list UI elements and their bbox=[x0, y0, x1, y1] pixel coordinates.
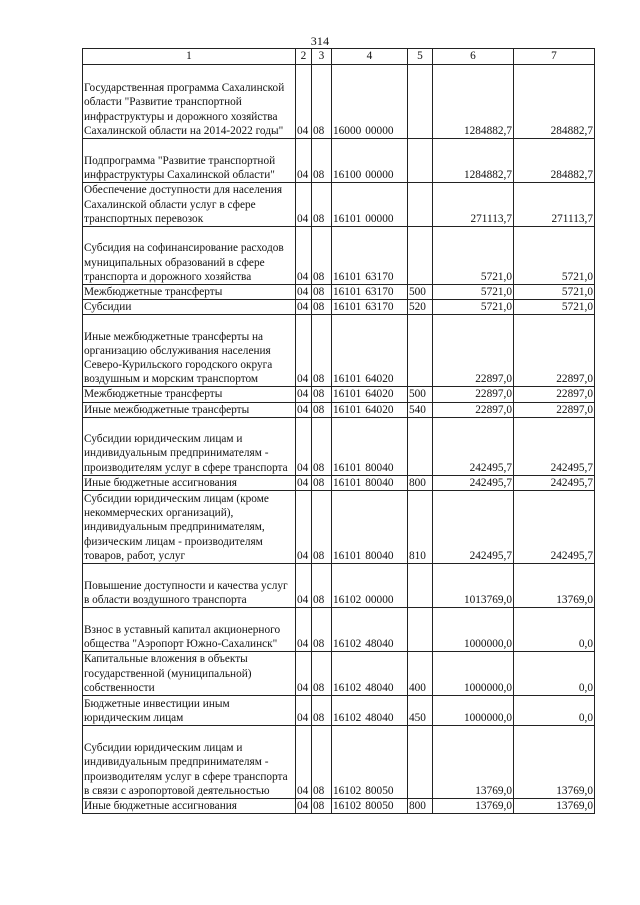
subsection-code-podrazdel: 08 bbox=[313, 301, 325, 314]
subsection-code-podrazdel: 08 bbox=[313, 461, 325, 474]
target-article-code bbox=[332, 417, 408, 475]
amount-col-7 bbox=[514, 183, 595, 227]
amount-col-6 bbox=[433, 315, 514, 387]
target-article-code bbox=[332, 726, 408, 799]
amount-col-6 bbox=[433, 564, 514, 608]
subsection-code-podrazdel: 08 bbox=[313, 403, 325, 416]
subsection-code bbox=[312, 65, 332, 139]
row-name-name: Субсидия на софинансирование расходов муниципальных образований в сфере транспорта и дорожного хозяйства bbox=[84, 242, 284, 283]
expense-type-code bbox=[408, 285, 433, 300]
subsection-code-podrazdel: 08 bbox=[313, 784, 325, 797]
subsection-code bbox=[312, 227, 332, 285]
target-article-code bbox=[332, 183, 408, 227]
expense-type-code-vr: 450 bbox=[409, 711, 426, 724]
subsection-code bbox=[312, 285, 332, 300]
table-row bbox=[83, 696, 595, 726]
section-code-razdel: 04 bbox=[297, 593, 309, 606]
row-name-name: Подпрограмма "Развитие транспортной инфраструктуры Сахалинской области" bbox=[84, 154, 276, 181]
amount-col-7 bbox=[514, 491, 595, 564]
target-article-code-csr-b: 48040 bbox=[365, 711, 394, 724]
subsection-code-podrazdel: 08 bbox=[313, 800, 325, 813]
amount-col-6-sum1: 271113,7 bbox=[470, 212, 512, 225]
row-name bbox=[83, 315, 296, 387]
row-name bbox=[83, 491, 296, 564]
table-row bbox=[83, 799, 595, 814]
target-article-code-csr-a: 16101 bbox=[333, 301, 362, 314]
amount-col-7 bbox=[514, 285, 595, 300]
section-code bbox=[296, 402, 312, 417]
target-article-code bbox=[332, 402, 408, 417]
amount-col-6 bbox=[433, 608, 514, 652]
amount-col-6 bbox=[433, 491, 514, 564]
target-article-code-csr-a: 16101 bbox=[333, 270, 362, 283]
table-row bbox=[83, 139, 595, 183]
amount-col-6-sum1: 242495,7 bbox=[469, 476, 512, 489]
target-article-code-csr-a: 16101 bbox=[333, 212, 362, 225]
section-code bbox=[296, 387, 312, 402]
page-number: 314 bbox=[310, 34, 330, 48]
subsection-code bbox=[312, 183, 332, 227]
target-article-code bbox=[332, 696, 408, 726]
amount-col-6-sum1: 1013769,0 bbox=[463, 593, 512, 606]
amount-col-6 bbox=[433, 300, 514, 315]
amount-col-7 bbox=[514, 696, 595, 726]
target-article-code-csr-b: 63170 bbox=[365, 286, 394, 298]
target-article-code-csr-a: 16102 bbox=[333, 681, 362, 694]
section-code bbox=[296, 799, 312, 814]
column-number-row bbox=[83, 49, 595, 65]
amount-col-7-sum2: 0,0 bbox=[578, 681, 593, 694]
section-code bbox=[296, 564, 312, 608]
section-code bbox=[296, 65, 312, 139]
target-article-code-csr-b: 80050 bbox=[365, 800, 394, 813]
section-code-razdel: 04 bbox=[297, 476, 309, 489]
row-name-name: Субсидии юридическим лицам и индивидуальным предпринимателям - производителям услуг в сфере транспорта bbox=[84, 433, 288, 474]
subsection-code bbox=[312, 300, 332, 315]
row-name bbox=[83, 696, 296, 726]
subsection-code-podrazdel: 08 bbox=[313, 637, 325, 650]
expense-type-code bbox=[408, 227, 433, 285]
section-code-razdel: 04 bbox=[297, 168, 309, 181]
amount-col-7-sum2: 13769,0 bbox=[556, 800, 593, 813]
row-name bbox=[83, 139, 296, 183]
section-code bbox=[296, 417, 312, 475]
amount-col-6 bbox=[433, 183, 514, 227]
amount-col-7 bbox=[514, 139, 595, 183]
subsection-code-podrazdel: 08 bbox=[313, 549, 325, 562]
row-name bbox=[83, 726, 296, 799]
subsection-code bbox=[312, 402, 332, 417]
section-code-razdel: 04 bbox=[297, 301, 309, 314]
table-row bbox=[83, 227, 595, 285]
expense-type-code-vr: 500 bbox=[409, 388, 426, 401]
amount-col-7 bbox=[514, 475, 595, 490]
subsection-code bbox=[312, 608, 332, 652]
section-code-razdel: 04 bbox=[297, 270, 309, 283]
amount-col-6 bbox=[433, 387, 514, 402]
subsection-code bbox=[312, 139, 332, 183]
amount-col-7-sum2: 5721,0 bbox=[561, 301, 593, 314]
row-name-name: Межбюджетные трансферты bbox=[84, 286, 223, 298]
target-article-code bbox=[332, 652, 408, 696]
expense-type-code bbox=[408, 608, 433, 652]
amount-col-7-sum2: 22897,0 bbox=[556, 403, 593, 416]
expense-type-code-vr: 540 bbox=[409, 403, 426, 416]
amount-col-7-sum2: 271113,7 bbox=[551, 212, 593, 225]
subsection-code bbox=[312, 564, 332, 608]
table-row bbox=[83, 491, 595, 564]
subsection-code-podrazdel: 08 bbox=[313, 593, 325, 606]
section-code bbox=[296, 491, 312, 564]
target-article-code bbox=[332, 564, 408, 608]
column-header: 5 bbox=[408, 49, 433, 65]
target-article-code-csr-b: 80040 bbox=[365, 461, 394, 474]
expense-type-code bbox=[408, 564, 433, 608]
expense-type-code bbox=[408, 491, 433, 564]
row-name bbox=[83, 564, 296, 608]
section-code-razdel: 04 bbox=[297, 124, 309, 137]
amount-col-6 bbox=[433, 139, 514, 183]
target-article-code bbox=[332, 227, 408, 285]
subsection-code-podrazdel: 08 bbox=[313, 681, 325, 694]
expense-type-code bbox=[408, 65, 433, 139]
subsection-code-podrazdel: 08 bbox=[313, 212, 325, 225]
table-row bbox=[83, 315, 595, 387]
section-code-razdel: 04 bbox=[297, 549, 309, 562]
row-name-name: Субсидии bbox=[84, 301, 132, 314]
amount-col-6-sum1: 1000000,0 bbox=[463, 711, 512, 724]
target-article-code-csr-a: 16102 bbox=[333, 784, 362, 797]
target-article-code-csr-a: 16101 bbox=[333, 476, 362, 489]
amount-col-7 bbox=[514, 227, 595, 285]
amount-col-7 bbox=[514, 652, 595, 696]
amount-col-7-sum2: 242495,7 bbox=[550, 461, 593, 474]
expense-type-code bbox=[408, 652, 433, 696]
amount-col-7 bbox=[514, 387, 595, 402]
target-article-code bbox=[332, 300, 408, 315]
amount-col-7 bbox=[514, 417, 595, 475]
section-code-razdel: 04 bbox=[297, 388, 309, 401]
expense-type-code bbox=[408, 315, 433, 387]
amount-col-6 bbox=[433, 285, 514, 300]
subsection-code bbox=[312, 475, 332, 490]
target-article-code-csr-b: 00000 bbox=[365, 168, 394, 181]
section-code-razdel: 04 bbox=[297, 711, 309, 724]
amount-col-6-sum1: 22897,0 bbox=[475, 373, 512, 386]
column-header: 3 bbox=[312, 49, 332, 65]
expense-type-code-vr: 800 bbox=[409, 476, 426, 489]
target-article-code-csr-b: 00000 bbox=[365, 212, 394, 225]
target-article-code-csr-a: 16101 bbox=[333, 461, 362, 474]
row-name bbox=[83, 387, 296, 402]
section-code bbox=[296, 696, 312, 726]
target-article-code bbox=[332, 608, 408, 652]
row-name bbox=[83, 417, 296, 475]
expense-type-code bbox=[408, 696, 433, 726]
section-code bbox=[296, 652, 312, 696]
row-name-name: Государственная программа Сахалинской области "Развитие транспортной инфраструктуры и дорожного хозяйства Сахалинской области на 2014-2022 годы" bbox=[84, 82, 285, 137]
subsection-code bbox=[312, 315, 332, 387]
target-article-code-csr-a: 16101 bbox=[333, 373, 362, 386]
row-name bbox=[83, 799, 296, 814]
row-name bbox=[83, 65, 296, 139]
row-name-name: Взнос в уставный капитал акционерного общества "Аэропорт Южно-Сахалинск" bbox=[84, 623, 281, 650]
amount-col-7-sum2: 0,0 bbox=[578, 637, 593, 650]
amount-col-6 bbox=[433, 799, 514, 814]
section-code bbox=[296, 315, 312, 387]
target-article-code-csr-b: 80050 bbox=[365, 784, 394, 797]
row-name-name: Капитальные вложения в объекты государственной (муниципальной) собственности bbox=[84, 653, 252, 694]
target-article-code-csr-a: 16101 bbox=[333, 388, 362, 401]
amount-col-7-sum2: 284882,7 bbox=[550, 168, 593, 181]
table-row bbox=[83, 726, 595, 799]
column-header: 4 bbox=[332, 49, 408, 65]
amount-col-6-sum1: 5721,0 bbox=[480, 270, 512, 283]
expense-type-code bbox=[408, 799, 433, 814]
amount-col-7 bbox=[514, 65, 595, 139]
target-article-code-csr-b: 80040 bbox=[365, 476, 394, 489]
amount-col-6 bbox=[433, 227, 514, 285]
expense-type-code bbox=[408, 726, 433, 799]
subsection-code bbox=[312, 417, 332, 475]
section-code bbox=[296, 285, 312, 300]
row-name-name: Межбюджетные трансферты bbox=[84, 388, 223, 401]
section-code bbox=[296, 726, 312, 799]
amount-col-6-sum1: 1284882,7 bbox=[463, 168, 512, 181]
target-article-code-csr-b: 63170 bbox=[365, 301, 394, 314]
table-row bbox=[83, 300, 595, 315]
expense-type-code-vr: 810 bbox=[409, 549, 426, 562]
amount-col-7-sum2: 242495,7 bbox=[550, 476, 593, 489]
target-article-code-csr-a: 16101 bbox=[333, 549, 362, 562]
target-article-code-csr-a: 16102 bbox=[333, 593, 362, 606]
amount-col-7 bbox=[514, 300, 595, 315]
target-article-code-csr-b: 00000 bbox=[365, 124, 394, 137]
amount-col-7 bbox=[514, 315, 595, 387]
target-article-code-csr-b: 00000 bbox=[365, 593, 394, 606]
target-article-code bbox=[332, 65, 408, 139]
amount-col-6-sum1: 13769,0 bbox=[475, 784, 512, 797]
row-name-name: Иные бюджетные ассигнования bbox=[84, 800, 237, 813]
table-row bbox=[83, 402, 595, 417]
amount-col-6-sum1: 1284882,7 bbox=[463, 124, 512, 137]
row-name bbox=[83, 300, 296, 315]
column-header: 7 bbox=[514, 49, 595, 65]
target-article-code-csr-a: 16102 bbox=[333, 800, 362, 813]
amount-col-7 bbox=[514, 564, 595, 608]
target-article-code bbox=[332, 387, 408, 402]
row-name-name: Иные бюджетные ассигнования bbox=[84, 476, 237, 489]
expense-type-code bbox=[408, 387, 433, 402]
column-header: 6 bbox=[433, 49, 514, 65]
budget-table-body bbox=[83, 49, 595, 814]
subsection-code-podrazdel: 08 bbox=[313, 270, 325, 283]
amount-col-7-sum2: 13769,0 bbox=[556, 593, 593, 606]
amount-col-7 bbox=[514, 799, 595, 814]
amount-col-7-sum2: 5721,0 bbox=[561, 286, 593, 298]
table-row bbox=[83, 417, 595, 475]
row-name bbox=[83, 475, 296, 490]
row-name-name: Бюджетные инвестиции иным юридическим лицам bbox=[84, 697, 230, 724]
section-code bbox=[296, 300, 312, 315]
section-code-razdel: 04 bbox=[297, 461, 309, 474]
expense-type-code-vr: 400 bbox=[409, 681, 426, 694]
target-article-code-csr-b: 48040 bbox=[365, 637, 394, 650]
amount-col-7-sum2: 13769,0 bbox=[556, 784, 593, 797]
section-code bbox=[296, 227, 312, 285]
column-header: 1 bbox=[83, 49, 296, 65]
expense-type-code-vr: 500 bbox=[409, 286, 426, 298]
section-code-razdel: 04 bbox=[297, 784, 309, 797]
expense-type-code bbox=[408, 417, 433, 475]
subsection-code-podrazdel: 08 bbox=[313, 124, 325, 137]
table-row bbox=[83, 285, 595, 300]
table-row bbox=[83, 652, 595, 696]
amount-col-7-sum2: 242495,7 bbox=[550, 549, 593, 562]
amount-col-6 bbox=[433, 402, 514, 417]
amount-col-7 bbox=[514, 726, 595, 799]
expense-type-code bbox=[408, 402, 433, 417]
row-name bbox=[83, 227, 296, 285]
subsection-code bbox=[312, 491, 332, 564]
target-article-code-csr-b: 64020 bbox=[365, 373, 394, 386]
section-code-razdel: 04 bbox=[297, 403, 309, 416]
target-article-code-csr-a: 16102 bbox=[333, 711, 362, 724]
row-name-name: Повышение доступности и качества услуг в области воздушного транспорта bbox=[84, 579, 288, 606]
amount-col-7-sum2: 0,0 bbox=[578, 711, 593, 724]
row-name bbox=[83, 183, 296, 227]
section-code-razdel: 04 bbox=[297, 212, 309, 225]
expense-type-code bbox=[408, 300, 433, 315]
row-name bbox=[83, 652, 296, 696]
row-name bbox=[83, 402, 296, 417]
amount-col-6-sum1: 22897,0 bbox=[475, 388, 512, 401]
table-row bbox=[83, 608, 595, 652]
section-code-razdel: 04 bbox=[297, 800, 309, 813]
table-row bbox=[83, 183, 595, 227]
subsection-code bbox=[312, 799, 332, 814]
subsection-code-podrazdel: 08 bbox=[313, 168, 325, 181]
section-code bbox=[296, 475, 312, 490]
amount-col-6-sum1: 242495,7 bbox=[469, 461, 512, 474]
subsection-code bbox=[312, 726, 332, 799]
amount-col-7-sum2: 5721,0 bbox=[561, 270, 593, 283]
target-article-code bbox=[332, 315, 408, 387]
amount-col-7-sum2: 22897,0 bbox=[556, 388, 593, 401]
target-article-code-csr-b: 64020 bbox=[365, 388, 394, 401]
amount-col-7-sum2: 284882,7 bbox=[550, 124, 593, 137]
subsection-code bbox=[312, 387, 332, 402]
target-article-code-csr-b: 64020 bbox=[365, 403, 394, 416]
target-article-code bbox=[332, 491, 408, 564]
subsection-code-podrazdel: 08 bbox=[313, 711, 325, 724]
amount-col-6-sum1: 1000000,0 bbox=[463, 681, 512, 694]
column-header: 2 bbox=[296, 49, 312, 65]
section-code-razdel: 04 bbox=[297, 373, 309, 386]
target-article-code-csr-b: 63170 bbox=[365, 270, 394, 283]
subsection-code-podrazdel: 08 bbox=[313, 373, 325, 386]
section-code bbox=[296, 139, 312, 183]
section-code bbox=[296, 608, 312, 652]
target-article-code bbox=[332, 475, 408, 490]
section-code-razdel: 04 bbox=[297, 637, 309, 650]
subsection-code-podrazdel: 08 bbox=[313, 388, 325, 401]
target-article-code-csr-a: 16102 bbox=[333, 637, 362, 650]
expense-type-code bbox=[408, 139, 433, 183]
amount-col-6-sum1: 22897,0 bbox=[475, 403, 512, 416]
expense-type-code-vr: 800 bbox=[409, 800, 426, 813]
target-article-code-csr-a: 16100 bbox=[333, 168, 362, 181]
amount-col-6-sum1: 1000000,0 bbox=[463, 637, 512, 650]
row-name-name: Субсидии юридическим лицам и индивидуальным предпринимателям - производителям услуг в сфере транспорта в связи с аэропортовой деятельностью bbox=[84, 742, 288, 797]
table-row bbox=[83, 475, 595, 490]
target-article-code bbox=[332, 799, 408, 814]
row-name bbox=[83, 608, 296, 652]
amount-col-6 bbox=[433, 696, 514, 726]
subsection-code-podrazdel: 08 bbox=[313, 286, 325, 298]
table-row bbox=[83, 65, 595, 139]
expense-type-code bbox=[408, 475, 433, 490]
target-article-code-csr-a: 16101 bbox=[333, 403, 362, 416]
amount-col-6 bbox=[433, 417, 514, 475]
target-article-code-csr-b: 80040 bbox=[365, 549, 394, 562]
budget-table bbox=[82, 48, 595, 814]
expense-type-code bbox=[408, 183, 433, 227]
row-name bbox=[83, 285, 296, 300]
target-article-code-csr-a: 16101 bbox=[333, 286, 362, 298]
amount-col-6-sum1: 5721,0 bbox=[480, 286, 512, 298]
table-row bbox=[83, 387, 595, 402]
section-code-razdel: 04 bbox=[297, 681, 309, 694]
amount-col-7 bbox=[514, 608, 595, 652]
section-code-razdel: 04 bbox=[297, 286, 309, 298]
subsection-code bbox=[312, 652, 332, 696]
amount-col-7 bbox=[514, 402, 595, 417]
subsection-code-podrazdel: 08 bbox=[313, 476, 325, 489]
expense-type-code-vr: 520 bbox=[409, 301, 426, 314]
amount-col-6 bbox=[433, 475, 514, 490]
row-name-name: Иные межбюджетные трансферты на организацию обслуживания населения Северо-Курильского городского округа воздушным и морским транспортом bbox=[84, 330, 273, 386]
target-article-code bbox=[332, 285, 408, 300]
target-article-code-csr-b: 48040 bbox=[365, 681, 394, 694]
row-name-name: Обеспечение доступности для населения Сахалинской области услуг в сфере транспортных перевозок bbox=[84, 184, 283, 225]
table-row bbox=[83, 564, 595, 608]
amount-col-6-sum1: 13769,0 bbox=[475, 800, 512, 813]
section-code bbox=[296, 183, 312, 227]
amount-col-6 bbox=[433, 652, 514, 696]
amount-col-6 bbox=[433, 65, 514, 139]
amount-col-7-sum2: 22897,0 bbox=[556, 373, 593, 386]
row-name-name: Субсидии юридическим лицам (кроме некоммерческих организаций), индивидуальным предпринимателям, физическим лицам - производителям товаров, работ, услуг bbox=[84, 493, 269, 562]
row-name-name: Иные межбюджетные трансферты bbox=[84, 403, 250, 416]
amount-col-6 bbox=[433, 726, 514, 799]
amount-col-6-sum1: 242495,7 bbox=[469, 549, 512, 562]
subsection-code bbox=[312, 696, 332, 726]
amount-col-6-sum1: 5721,0 bbox=[480, 301, 512, 314]
target-article-code bbox=[332, 139, 408, 183]
target-article-code-csr-a: 16000 bbox=[333, 124, 362, 137]
